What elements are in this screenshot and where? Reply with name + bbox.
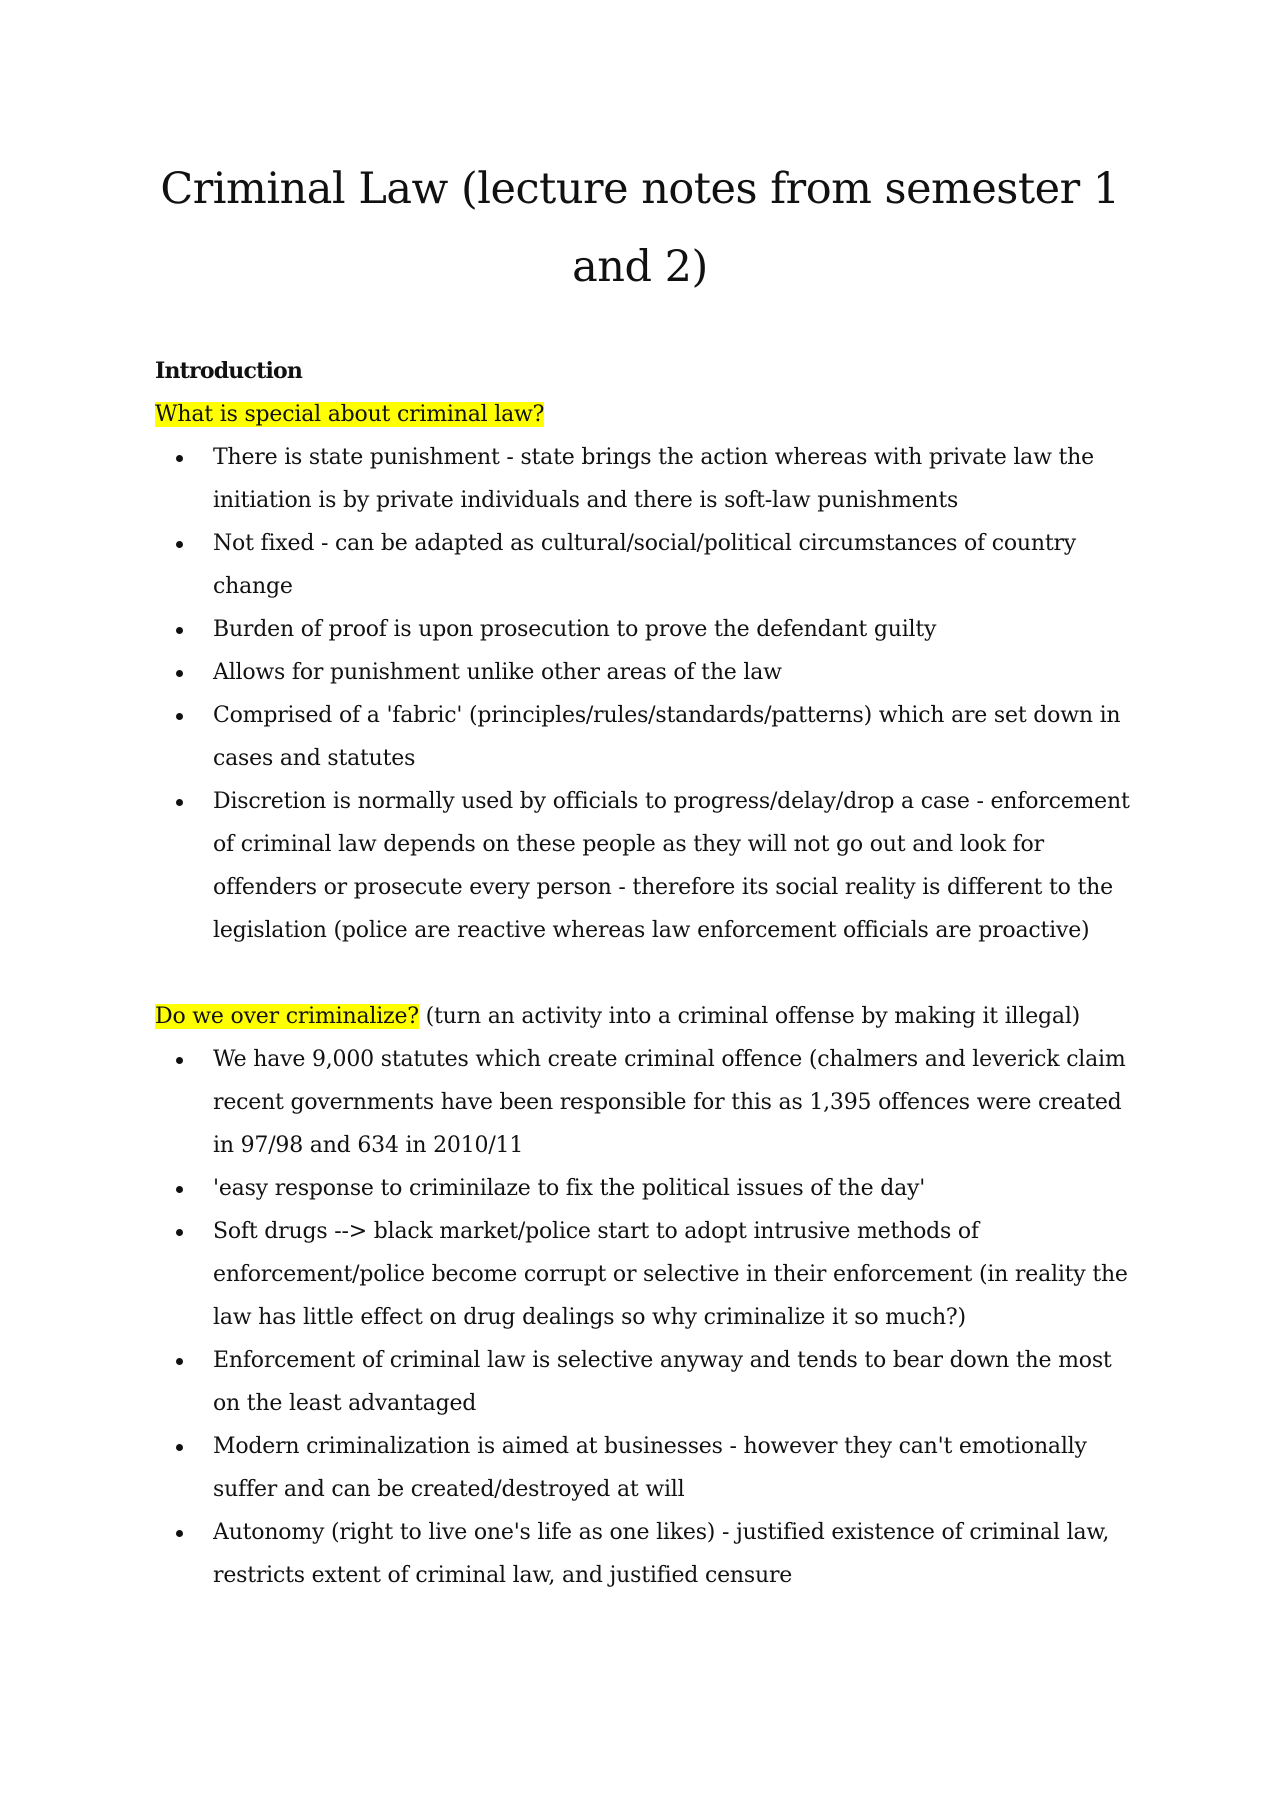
list-item bbox=[155, 608, 1135, 651]
bullet-icon bbox=[176, 1358, 183, 1365]
bullet-icon bbox=[176, 455, 183, 462]
list-item-text: Burden of proof is upon prosecution to prove the defendant guilty bbox=[213, 617, 937, 642]
list-item bbox=[155, 1167, 1135, 1210]
paragraph-gap bbox=[155, 952, 1135, 995]
bullet-list-overcriminalization bbox=[155, 1038, 1135, 1597]
list-item bbox=[155, 522, 1135, 608]
bullet-icon bbox=[176, 627, 183, 634]
list-item bbox=[155, 1339, 1135, 1425]
list-item-text: We have 9,000 statutes which create criminal offence (chalmers and leverick claim recent governments have been responsible for this as 1,395 offences were created in 97/98 and 634 in 2010/11 bbox=[213, 1047, 1126, 1158]
bullet-icon bbox=[176, 1444, 183, 1451]
section-question bbox=[155, 995, 1135, 1038]
bullet-icon bbox=[176, 713, 183, 720]
bullet-icon bbox=[176, 1530, 183, 1537]
highlighted-question: Do we over criminalize? bbox=[155, 1004, 419, 1029]
document-body bbox=[155, 350, 1135, 1597]
bullet-icon bbox=[176, 1229, 183, 1236]
bullet-icon bbox=[176, 1186, 183, 1193]
list-item bbox=[155, 780, 1135, 952]
list-item bbox=[155, 1511, 1135, 1597]
list-item-text: 'easy response to criminilaze to fix the political issues of the day' bbox=[213, 1176, 926, 1201]
list-item-text: Comprised of a 'fabric' (principles/rules/standards/patterns) which are set down in cases and statutes bbox=[213, 703, 1121, 771]
list-item bbox=[155, 1210, 1135, 1339]
title-line-2: and 2) bbox=[572, 242, 708, 292]
list-item-text: Modern criminalization is aimed at businesses - however they can't emotionally suffer and can be created/destroyed at will bbox=[213, 1434, 1087, 1502]
list-item bbox=[155, 651, 1135, 694]
list-item bbox=[155, 1425, 1135, 1511]
list-item-text: Allows for punishment unlike other areas of the law bbox=[213, 660, 782, 685]
list-item bbox=[155, 694, 1135, 780]
document-title bbox=[150, 150, 1130, 306]
highlighted-question: What is special about criminal law? bbox=[155, 402, 545, 427]
bullet-icon bbox=[176, 541, 183, 548]
list-item bbox=[155, 1038, 1135, 1167]
list-item-text: Enforcement of criminal law is selective anyway and tends to bear down the most on the least advantaged bbox=[213, 1348, 1112, 1416]
bullet-icon bbox=[176, 670, 183, 677]
list-item-text: Soft drugs --> black market/police start to adopt intrusive methods of enforcement/police become corrupt or selective in their enforcement (in reality the law has little effect on drug dealings so why criminalize it so much?) bbox=[213, 1219, 1128, 1330]
list-item bbox=[155, 436, 1135, 522]
section-heading-introduction: Introduction bbox=[155, 358, 303, 384]
list-item-text: There is state punishment - state brings the action whereas with private law the initiation is by private individuals and there is soft-law punishments bbox=[213, 445, 1094, 513]
title-line-1: Criminal Law (lecture notes from semester 1 bbox=[160, 164, 1120, 214]
question-note: (turn an activity into a criminal offense by making it illegal) bbox=[418, 1004, 1081, 1029]
bullet-list-intro bbox=[155, 436, 1135, 952]
list-item-text: Discretion is normally used by officials to progress/delay/drop a case - enforcement of criminal law depends on these people as they will not go out and look for offenders or prosecute every person - therefore its social reality is different to the legislation (police are reactive whereas law enforcement officials are proactive) bbox=[213, 789, 1130, 943]
bullet-icon bbox=[176, 1057, 183, 1064]
section-question bbox=[155, 393, 1135, 436]
bullet-icon bbox=[176, 799, 183, 806]
list-item-text: Not fixed - can be adapted as cultural/social/political circumstances of country change bbox=[213, 531, 1077, 599]
list-item-text: Autonomy (right to live one's life as one likes) - justified existence of criminal law, restricts extent of criminal law, and justified censure bbox=[213, 1520, 1110, 1588]
